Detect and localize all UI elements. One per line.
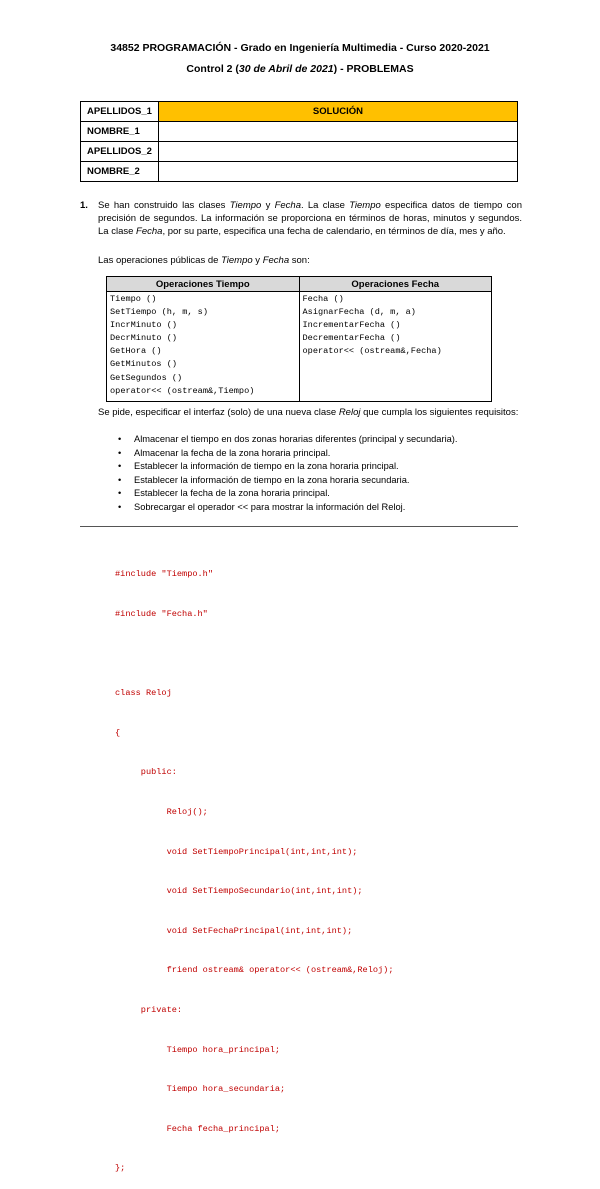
code-line: public: [115, 767, 177, 778]
code-line: class Reloj [115, 688, 172, 699]
list-item: Fecha () [302, 294, 344, 304]
code-line: void SetFechaPrincipal(int,int,int); [115, 925, 353, 936]
list-item: • Sobrecargar el operador << para mostrar la información del Reloj. [98, 501, 518, 515]
question-number: 1. [80, 200, 88, 211]
bullet-icon: • [118, 488, 122, 498]
list-item: GetMinutos () [110, 359, 178, 370]
requirements-list [98, 433, 518, 514]
operations-table [106, 276, 492, 402]
fecha-ops-cell [299, 292, 492, 402]
table-row [81, 142, 518, 162]
code-line: private: [115, 1004, 183, 1015]
nombre-1-label: NOMBRE_1 [81, 122, 159, 142]
list-item: GetSegundos () [110, 372, 183, 383]
fecha-ops-header: Operaciones Fecha [299, 277, 492, 292]
code-line: void SetTiempoPrincipal(int,int,int); [115, 846, 358, 857]
bullet-icon: • [118, 447, 122, 458]
tiempo-ops-header: Operaciones Tiempo [107, 277, 300, 292]
list-item: • Establecer la fecha de la zona horaria principal. [98, 487, 518, 501]
section-divider [80, 526, 518, 527]
list-item: IncrMinuto () [110, 320, 178, 331]
document-title: 34852 PROGRAMACIÓN - Grado en Ingeniería Multimedia - Curso 2020-2021 [110, 42, 490, 54]
solution-code-block [115, 542, 393, 1189]
code-line: Reloj(); [115, 806, 208, 817]
code-line: friend ostream& operator<< (ostream&,Reloj); [115, 965, 394, 976]
student-names-table [80, 101, 518, 182]
bullet-icon: • [118, 461, 122, 471]
code-line: void SetTiempoSecundario(int,int,int); [115, 886, 363, 897]
list-item: Tiempo () [110, 294, 157, 304]
nombre-2-label: NOMBRE_2 [81, 162, 159, 182]
code-line: { [115, 727, 121, 738]
document-subtitle: Control 2 (30 de Abril de 2021) - PROBLEMAS [186, 63, 414, 75]
list-item: • Almacenar el tiempo en dos zonas horarias diferentes (principal y secundaria). [98, 433, 518, 447]
apellidos-1-label: APELLIDOS_1 [81, 102, 159, 122]
operations-intro: Las operaciones públicas de Tiempo y Fecha son: [98, 255, 310, 266]
apellidos-1-value[interactable]: SOLUCIÓN [158, 102, 517, 122]
list-item: DecrMinuto () [110, 333, 178, 344]
table-row [81, 162, 518, 182]
list-item: SetTiempo (h, m, s) [110, 307, 208, 318]
list-item: operator<< (ostream&,Tiempo) [110, 385, 255, 396]
list-item: • Establecer la información de tiempo en la zona horaria principal. [98, 460, 518, 474]
bullet-icon: • [118, 474, 122, 485]
requirements-intro: Se pide, especificar el interfaz (solo) de una nueva clase Reloj que cumpla los siguientes requisitos: [98, 407, 519, 418]
bullet-icon: • [118, 501, 122, 512]
list-item: AsignarFecha (d, m, a) [302, 307, 416, 318]
nombre-1-value[interactable] [158, 122, 517, 142]
code-line: Tiempo hora_secundaria; [115, 1084, 286, 1095]
code-line: }; [115, 1163, 126, 1174]
question-paragraph: Se han construido las clases Tiempo y Fecha. La clase Tiempo especifica datos de tiempo con precisión de segundos. La información se proporciona en términos de horas, minutos y segundos. La clase Fecha, por su parte, especifica una fecha de calendario, en términos de día, mes y año. [98, 200, 522, 237]
list-item: DecrementarFecha () [302, 333, 401, 344]
list-item: GetHora () [110, 346, 162, 357]
apellidos-2-label: APELLIDOS_2 [81, 142, 159, 162]
code-line [115, 648, 393, 661]
list-item: • Almacenar la fecha de la zona horaria principal. [98, 447, 518, 461]
code-line: Tiempo hora_principal; [115, 1044, 281, 1055]
tiempo-ops-cell [107, 292, 300, 402]
code-line: Fecha fecha_principal; [115, 1123, 281, 1134]
list-item: • Establecer la información de tiempo en la zona horaria secundaria. [98, 474, 518, 488]
nombre-2-value[interactable] [158, 162, 517, 182]
list-item: IncrementarFecha () [302, 320, 401, 331]
apellidos-2-value[interactable] [158, 142, 517, 162]
code-line: #include "Fecha.h" [115, 609, 208, 619]
list-item: operator<< (ostream&,Fecha) [302, 346, 442, 357]
code-line: #include "Tiempo.h" [115, 569, 213, 580]
table-row [81, 102, 518, 122]
bullet-icon: • [118, 434, 122, 444]
table-row [81, 122, 518, 142]
